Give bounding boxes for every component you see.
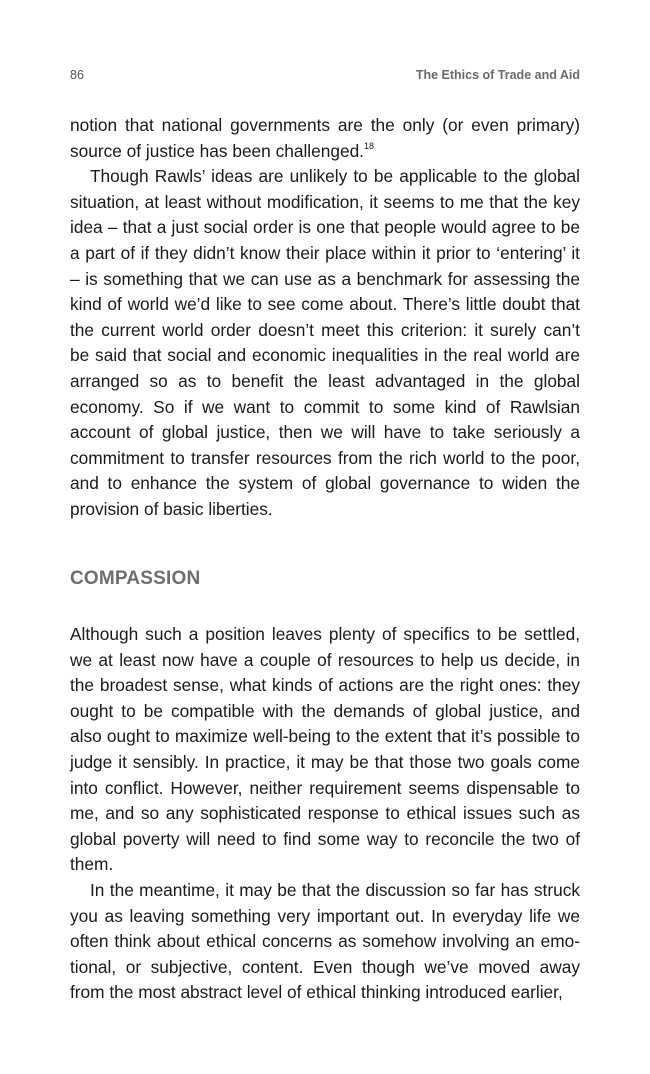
footnote-reference: 18 xyxy=(363,140,374,151)
section-heading: COMPASSION xyxy=(70,568,201,589)
running-head xyxy=(70,68,580,86)
paragraph-meantime: In the meantime, it may be that the discussion so far has struck you as leaving something very important out. In everyday life we often think about ethical concerns as somehow involving an emotional, or subjective, content. Even though we’ve moved away from the most abstract level of ethical thinking introduced earlier, xyxy=(70,879,580,1003)
paragraph-continued xyxy=(70,113,580,164)
paragraph-rawls: Though Rawls’ ideas are unlikely to be applicable to the global situation, at least without modification, it seems to me that the key idea – that a just social order is one that people would agree to be a part of if they didn’t know their place within it prior to ‘entering’ it – is something that we can use as a benchmark for assessing the kind of world we’d like to see come about. There’s little doubt that the current world order doesn’t meet this criterion: it surely can’t be said that social and economic inequalities in the real world are arranged so as to benefit the least advantaged in the global economy. So if we want to commit to some kind of Rawlsian account of global justice, then we will have to take seriously a commitment to transfer resources from the rich world to the poor, and to enhance the system of global governance to widen the provision of basic liberties. xyxy=(70,166,580,519)
paragraph-text: notion that national governments are the only (or even primary) source of justice has been challenged. xyxy=(70,115,580,161)
paragraph-compassion-intro: Although such a position leaves plenty of specifics to be settled, we at least now have a couple of resources to help us decide, in the broadest sense, what kinds of actions are the right ones: they ought to be compatible with the demands of global justice, and also ought to maximize well-being to the extent that it’s possible to judge it sensibly. In practice, it may be that those two goals come into conflict. However, neither requirement seems dispensable to me, and so any sophisticated response to ethical issues such as global poverty will need to find some way to reconcile the two of them. xyxy=(70,624,580,875)
page-number: 86 xyxy=(70,68,84,82)
running-title: The Ethics of Trade and Aid xyxy=(415,68,580,82)
text-block-after-heading xyxy=(70,622,580,1006)
text-block-before-heading xyxy=(70,113,580,523)
